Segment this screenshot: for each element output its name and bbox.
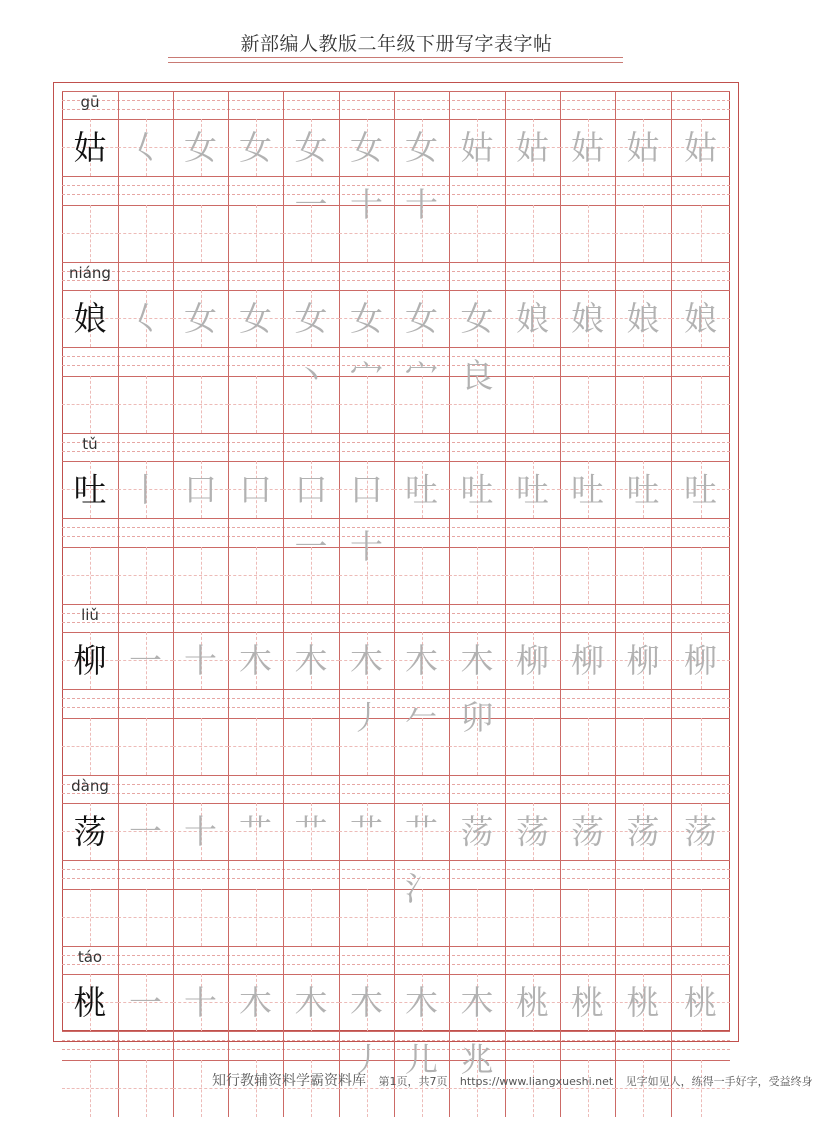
- trace-stroke-step: 艹: [294, 812, 328, 851]
- char-row: [62, 91, 730, 262]
- trace-stroke-step: 娘: [626, 299, 660, 338]
- blank-practice-cell[interactable]: [173, 889, 228, 946]
- trace-char-cell[interactable]: [228, 290, 283, 347]
- char-row: [62, 433, 730, 604]
- trace-stroke-step: 娘: [684, 299, 717, 338]
- trace-char-cell[interactable]: [339, 119, 394, 224]
- guide-line: [62, 271, 730, 272]
- model-character: 荡: [73, 812, 107, 851]
- blank-practice-cell[interactable]: [394, 205, 449, 262]
- blank-practice-cell[interactable]: [339, 547, 394, 604]
- trace-stroke-step: 荡: [684, 812, 717, 851]
- trace-char-cell[interactable]: [394, 803, 449, 908]
- trace-char-cell[interactable]: [560, 974, 615, 1031]
- blank-practice-cell[interactable]: [449, 718, 505, 775]
- trace-stroke-step: 吐: [516, 470, 549, 509]
- blank-practice-cell[interactable]: [449, 547, 505, 604]
- trace-char-cell[interactable]: [560, 632, 615, 689]
- pinyin-label: tǔ: [82, 435, 98, 453]
- guide-line: [62, 518, 730, 519]
- trace-char-cell[interactable]: [505, 290, 560, 347]
- blank-practice-cell[interactable]: [173, 205, 228, 262]
- trace-char-cell[interactable]: [615, 119, 671, 176]
- blank-practice-cell[interactable]: [118, 547, 173, 604]
- blank-practice-cell[interactable]: [62, 205, 118, 262]
- trace-stroke-step: 𡿨: [129, 299, 162, 338]
- trace-char-cell[interactable]: [615, 290, 671, 347]
- trace-stroke-step: 女良: [460, 299, 494, 395]
- trace-stroke-step: 一: [129, 641, 162, 680]
- trace-char-cell[interactable]: [671, 119, 730, 176]
- page-title: 新部编人教版二年级下册写字表字帖: [240, 33, 553, 55]
- trace-stroke-step: 吐: [626, 470, 660, 509]
- guide-line: [62, 955, 730, 956]
- trace-char-cell[interactable]: [449, 974, 505, 1079]
- trace-stroke-step: 女一: [294, 128, 328, 224]
- trace-char-cell[interactable]: [228, 119, 283, 176]
- blank-practice-cell[interactable]: [283, 205, 339, 262]
- trace-char-cell[interactable]: [228, 461, 283, 518]
- trace-char-cell[interactable]: [283, 974, 339, 1031]
- trace-stroke-step: 十: [184, 983, 217, 1022]
- footer-slogan: 见字如见人，练得一手好字，受益终身: [625, 1075, 813, 1088]
- blank-practice-cell[interactable]: [283, 718, 339, 775]
- trace-char-cell[interactable]: [339, 632, 394, 737]
- blank-practice-cell[interactable]: [615, 205, 671, 262]
- trace-stroke-step: 口一: [294, 470, 328, 566]
- blank-practice-cell[interactable]: [62, 376, 118, 433]
- guide-line: [62, 109, 730, 110]
- trace-stroke-step: 木卯: [460, 641, 494, 737]
- trace-char-cell[interactable]: [671, 290, 730, 347]
- blank-practice-cell[interactable]: [228, 376, 283, 433]
- blank-practice-cell[interactable]: [118, 889, 173, 946]
- trace-char-cell[interactable]: [615, 974, 671, 1031]
- blank-practice-cell[interactable]: [394, 547, 449, 604]
- model-character: 柳: [73, 641, 107, 680]
- blank-practice-cell[interactable]: [560, 376, 615, 433]
- trace-char-cell[interactable]: [283, 461, 339, 566]
- trace-stroke-step: 姑: [516, 128, 549, 167]
- blank-practice-cell[interactable]: [560, 889, 615, 946]
- model-char-cell: [62, 974, 118, 1031]
- trace-stroke-step: 荡: [460, 812, 494, 851]
- guide-line: [62, 527, 730, 528]
- guide-line: [62, 433, 730, 434]
- trace-char-cell[interactable]: [118, 632, 173, 689]
- trace-stroke-step: 娘: [571, 299, 604, 338]
- trace-char-cell[interactable]: [671, 461, 730, 518]
- trace-char-cell[interactable]: [283, 632, 339, 689]
- blank-practice-cell[interactable]: [394, 889, 449, 946]
- blank-practice-cell[interactable]: [283, 376, 339, 433]
- trace-stroke-step: 口: [239, 470, 272, 509]
- char-row: [62, 604, 730, 775]
- guide-line: [62, 604, 730, 605]
- trace-char-cell[interactable]: [118, 119, 173, 176]
- blank-practice-cell[interactable]: [449, 376, 505, 433]
- trace-stroke-step: 桃: [571, 983, 604, 1022]
- blank-practice-cell[interactable]: [62, 889, 118, 946]
- guide-line: [62, 280, 730, 281]
- trace-stroke-step: 荡: [626, 812, 660, 851]
- trace-stroke-step: 吐: [684, 470, 717, 509]
- trace-stroke-step: 桃: [626, 983, 660, 1022]
- pinyin-label: dàng: [71, 777, 109, 795]
- trace-stroke-step: 十: [184, 812, 217, 851]
- trace-stroke-step: 木𠂉: [405, 641, 438, 737]
- trace-char-cell[interactable]: [173, 290, 228, 347]
- guide-line: [62, 946, 730, 947]
- trace-stroke-step: 木兆: [460, 983, 494, 1079]
- trace-char-cell[interactable]: [449, 290, 505, 395]
- trace-stroke-step: 荡: [571, 812, 604, 851]
- blank-practice-cell[interactable]: [228, 205, 283, 262]
- trace-stroke-step: 女: [184, 128, 217, 167]
- char-row: [62, 946, 730, 1117]
- model-char-cell: [62, 119, 118, 176]
- blank-practice-cell[interactable]: [671, 889, 730, 946]
- blank-practice-cell[interactable]: [339, 376, 394, 433]
- trace-char-cell[interactable]: [505, 461, 560, 518]
- trace-stroke-step: 女宀: [350, 299, 383, 395]
- model-char-cell: [62, 290, 118, 347]
- title-underline-thin: [168, 62, 623, 63]
- model-character: 吐: [73, 470, 107, 509]
- footer: [212, 1070, 821, 1090]
- trace-char-cell[interactable]: [560, 461, 615, 518]
- trace-char-cell[interactable]: [615, 803, 671, 860]
- blank-practice-cell[interactable]: [62, 1060, 118, 1117]
- blank-practice-cell[interactable]: [505, 889, 560, 946]
- blank-practice-cell[interactable]: [505, 376, 560, 433]
- trace-char-cell[interactable]: [283, 119, 339, 224]
- guide-line: [62, 442, 730, 443]
- trace-char-cell[interactable]: [173, 632, 228, 689]
- guide-line: [62, 262, 730, 263]
- trace-stroke-step: 𡿨: [129, 128, 162, 167]
- blank-practice-cell[interactable]: [62, 718, 118, 775]
- trace-stroke-step: 荡: [516, 812, 549, 851]
- guide-line: [62, 100, 730, 101]
- model-char-cell: [62, 461, 118, 518]
- trace-stroke-step: 木: [294, 983, 328, 1022]
- pinyin-label: gū: [80, 93, 100, 111]
- blank-practice-cell[interactable]: [173, 376, 228, 433]
- blank-practice-cell[interactable]: [615, 718, 671, 775]
- trace-stroke-step: 女丶: [294, 299, 328, 395]
- trace-char-cell[interactable]: [505, 632, 560, 689]
- blank-practice-cell[interactable]: [118, 205, 173, 262]
- model-character: 姑: [73, 128, 107, 167]
- trace-char-cell[interactable]: [560, 290, 615, 347]
- blank-practice-cell[interactable]: [173, 547, 228, 604]
- trace-stroke-step: 丨: [129, 470, 162, 509]
- trace-char-cell[interactable]: [394, 119, 449, 224]
- trace-char-cell[interactable]: [449, 632, 505, 737]
- trace-stroke-step: 姑: [684, 128, 717, 167]
- trace-stroke-step: 女: [239, 128, 272, 167]
- footer-url[interactable]: https://www.liangxueshi.net: [459, 1075, 614, 1088]
- trace-stroke-step: 吐: [571, 470, 604, 509]
- char-row: [62, 262, 730, 433]
- trace-stroke-step: 姑: [626, 128, 660, 167]
- trace-char-cell[interactable]: [228, 974, 283, 1031]
- trace-stroke-step: 木儿: [405, 983, 438, 1079]
- trace-stroke-step: 艹: [350, 812, 383, 851]
- trace-stroke-step: 一: [129, 812, 162, 851]
- model-char-cell: [62, 632, 118, 689]
- trace-char-cell[interactable]: [283, 290, 339, 395]
- trace-stroke-step: 姑: [460, 128, 494, 167]
- guide-line: [62, 793, 730, 794]
- trace-stroke-step: 姑: [571, 128, 604, 167]
- trace-char-cell[interactable]: [449, 803, 505, 860]
- trace-char-cell[interactable]: [615, 461, 671, 518]
- trace-char-cell[interactable]: [449, 119, 505, 176]
- model-character: 桃: [73, 983, 107, 1022]
- blank-practice-cell[interactable]: [671, 205, 730, 262]
- trace-stroke-step: 艹: [239, 812, 272, 851]
- trace-stroke-step: 柳: [626, 641, 660, 680]
- trace-char-cell[interactable]: [560, 119, 615, 176]
- blank-practice-cell[interactable]: [671, 718, 730, 775]
- blank-practice-cell[interactable]: [228, 889, 283, 946]
- blank-practice-cell[interactable]: [615, 547, 671, 604]
- title-underline: [168, 57, 623, 58]
- trace-stroke-step: 柳: [684, 641, 717, 680]
- trace-char-cell[interactable]: [339, 461, 394, 566]
- blank-practice-cell[interactable]: [671, 376, 730, 433]
- trace-char-cell[interactable]: [118, 290, 173, 347]
- guide-line: [62, 964, 730, 965]
- blank-practice-cell[interactable]: [118, 376, 173, 433]
- blank-practice-cell[interactable]: [615, 376, 671, 433]
- trace-char-cell[interactable]: [339, 803, 394, 860]
- blank-practice-cell[interactable]: [283, 889, 339, 946]
- trace-stroke-step: 桃: [684, 983, 717, 1022]
- blank-practice-cell[interactable]: [671, 547, 730, 604]
- blank-practice-cell[interactable]: [228, 547, 283, 604]
- blank-practice-cell[interactable]: [339, 889, 394, 946]
- blank-practice-cell[interactable]: [505, 205, 560, 262]
- trace-char-cell[interactable]: [394, 461, 449, 518]
- blank-practice-cell[interactable]: [560, 547, 615, 604]
- blank-practice-cell[interactable]: [173, 718, 228, 775]
- guide-line: [62, 622, 730, 623]
- trace-char-cell[interactable]: [339, 974, 394, 1079]
- trace-char-cell[interactable]: [339, 290, 394, 395]
- blank-practice-cell[interactable]: [615, 889, 671, 946]
- trace-char-cell[interactable]: [560, 803, 615, 860]
- trace-stroke-step: 艹氵: [405, 812, 438, 908]
- blank-practice-cell[interactable]: [339, 718, 394, 775]
- model-char-cell: [62, 803, 118, 860]
- trace-stroke-step: 木: [239, 641, 272, 680]
- trace-char-cell[interactable]: [394, 290, 449, 395]
- trace-stroke-step: 一: [129, 983, 162, 1022]
- trace-char-cell[interactable]: [394, 632, 449, 737]
- trace-char-cell[interactable]: [173, 119, 228, 176]
- trace-stroke-step: 柳: [571, 641, 604, 680]
- trace-stroke-step: 口: [184, 470, 217, 509]
- guide-line: [62, 536, 730, 537]
- blank-practice-cell[interactable]: [505, 547, 560, 604]
- pinyin-label: liǔ: [81, 606, 99, 624]
- guide-line: [62, 91, 730, 92]
- blank-practice-cell[interactable]: [505, 718, 560, 775]
- pinyin-label: táo: [77, 948, 103, 966]
- blank-practice-cell[interactable]: [339, 205, 394, 262]
- trace-char-cell[interactable]: [449, 461, 505, 518]
- trace-stroke-step: 女十: [350, 128, 383, 224]
- model-character: 娘: [73, 299, 107, 338]
- trace-char-cell[interactable]: [228, 632, 283, 689]
- trace-char-cell[interactable]: [505, 803, 560, 860]
- trace-stroke-step: 十: [184, 641, 217, 680]
- trace-stroke-step: 女: [184, 299, 217, 338]
- trace-stroke-step: 女: [239, 299, 272, 338]
- trace-stroke-step: 木丿: [350, 641, 383, 737]
- trace-char-cell[interactable]: [394, 974, 449, 1079]
- blank-practice-cell[interactable]: [228, 718, 283, 775]
- guide-line: [62, 451, 730, 452]
- pinyin-label: niáng: [69, 264, 111, 282]
- blank-practice-cell[interactable]: [394, 376, 449, 433]
- trace-stroke-step: 女宀: [405, 299, 438, 395]
- blank-practice-cell[interactable]: [449, 205, 505, 262]
- trace-char-cell[interactable]: [615, 632, 671, 689]
- trace-char-cell[interactable]: [173, 461, 228, 518]
- trace-stroke-step: 吐: [460, 470, 494, 509]
- trace-char-cell[interactable]: [228, 803, 283, 860]
- char-row: [62, 775, 730, 946]
- trace-stroke-step: 木: [239, 983, 272, 1022]
- blank-practice-cell[interactable]: [449, 889, 505, 946]
- blank-practice-cell[interactable]: [118, 1060, 173, 1117]
- trace-char-cell[interactable]: [118, 803, 173, 860]
- trace-stroke-step: 娘: [516, 299, 549, 338]
- trace-char-cell[interactable]: [505, 974, 560, 1031]
- trace-char-cell[interactable]: [505, 119, 560, 176]
- trace-char-cell[interactable]: [118, 461, 173, 518]
- trace-char-cell[interactable]: [283, 803, 339, 860]
- trace-stroke-step: 女十: [405, 128, 438, 224]
- trace-char-cell[interactable]: [118, 974, 173, 1031]
- trace-stroke-step: 桃: [516, 983, 549, 1022]
- footer-page: 第1页，共7页: [378, 1075, 448, 1088]
- footer-source: 知行教辅资料学霸资料库: [212, 1073, 366, 1089]
- trace-stroke-step: 木: [294, 641, 328, 680]
- trace-char-cell[interactable]: [671, 632, 730, 689]
- blank-practice-cell[interactable]: [62, 547, 118, 604]
- blank-practice-cell[interactable]: [560, 205, 615, 262]
- guide-line: [62, 784, 730, 785]
- trace-char-cell[interactable]: [173, 974, 228, 1031]
- trace-char-cell[interactable]: [671, 974, 730, 1031]
- blank-practice-cell[interactable]: [394, 718, 449, 775]
- trace-char-cell[interactable]: [173, 803, 228, 860]
- trace-char-cell[interactable]: [671, 803, 730, 860]
- trace-stroke-step: 吐: [405, 470, 438, 509]
- trace-stroke-step: 口十: [350, 470, 383, 566]
- guide-line: [62, 613, 730, 614]
- trace-stroke-step: 木丿: [350, 983, 383, 1079]
- blank-practice-cell[interactable]: [118, 718, 173, 775]
- guide-line: [62, 775, 730, 776]
- trace-stroke-step: 柳: [516, 641, 549, 680]
- blank-practice-cell[interactable]: [283, 547, 339, 604]
- blank-practice-cell[interactable]: [560, 718, 615, 775]
